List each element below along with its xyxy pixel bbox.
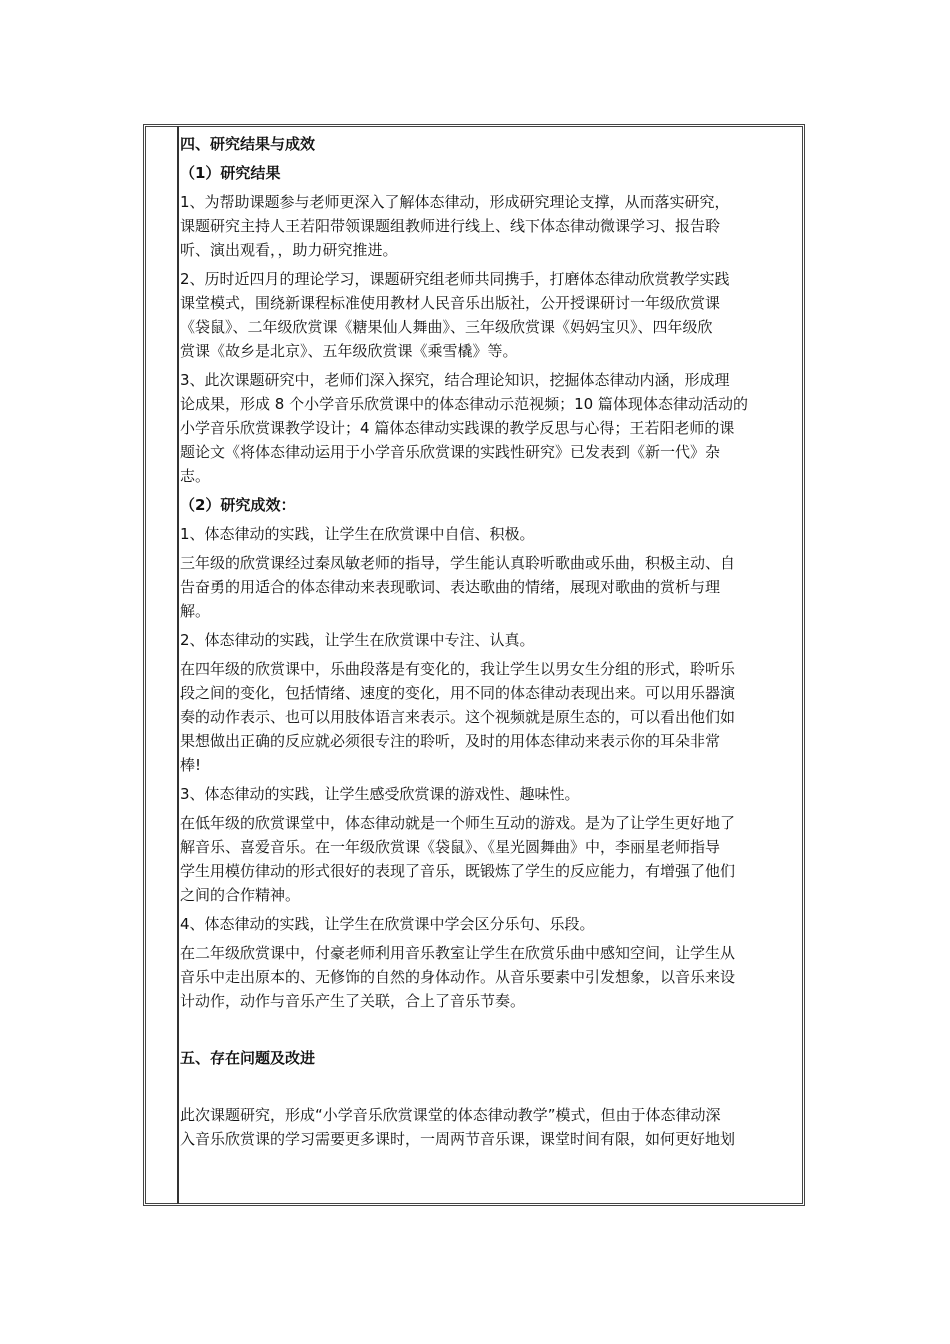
sub-heading-effects: （2）研究成效： <box>180 496 296 514</box>
paragraph-1: 1、为帮助课题参与老师更深入了解体态律动，形成研究理论支撑，从而落实研究， 课题研究主持人王若阳带领课题组教师进行线上、线下体态律动微课学习、报告聆 听、演出观看，，助力研究推进。 <box>180 193 730 259</box>
effect-2-text: 在四年级的欣赏课中，乐曲段落是有变化的，我让学生以男女生分组的形式，聆听乐 段之间的变化，包括情绪、速度的变化，用不同的体态律动表现出来。可以用乐器演 奏的动作表示、也可以用肢体语言来表示。这个视频就是原生态的，可以看出他们如 果想做出正确的反应就必须很专注的聆听，及时的用体态律动来表示你的耳朵非常 棒! <box>180 660 736 774</box>
section4-title: 四、研究结果与成效 <box>180 135 316 153</box>
effect-2-title: 2、体态律动的实践，让学生在欣赏课中专注、认真。 <box>180 631 535 649</box>
effect-4-text: 在二年级欣赏课中，付豪老师利用音乐教室让学生在欣赏乐曲中感知空间，让学生从 音乐中走出原本的、无修饰的自然的身体动作。从音乐要素中引发想象，以音乐来设 计动作，动作与音乐产生了关联，合上了音乐节奏。 <box>180 944 736 1010</box>
effect-1-title: 1、体态律动的实践，让学生在欣赏课中自信、积极。 <box>180 525 535 543</box>
effect-3-title: 3、体态律动的实践，让学生感受欣赏课的游戏性、趣味性。 <box>180 785 580 803</box>
paragraph-2: 2、历时近四月的理论学习，课题研究组老师共同携手，打磨体态律动欣赏教学实践 课堂模式，围绕新课程标准使用教材人民音乐出版社，公开授课研讨一年级欣赏课 《袋鼠》、二年级欣赏课《糖果仙人舞曲》、三年级欣赏课《妈妈宝贝》、四年级欣 赏课《故乡是北京》、五年级欣赏课《乘雪橇》等。 <box>180 270 730 360</box>
effect-4-title: 4、体态律动的实践，让学生在欣赏课中学会区分乐句、乐段。 <box>180 915 595 933</box>
section5-title: 五、存在问题及改进 <box>180 1049 316 1067</box>
effect-3-text: 在低年级的欣赏课堂中，体态律动就是一个师生互动的游戏。是为了让学生更好地了 解音乐、喜爱音乐。在一年级欣赏课《袋鼠》、《星光圆舞曲》中，李丽星老师指导 学生用模仿律动的形式很好的表现了音乐，既锻炼了学生的反应能力，有增强了他们 之间的合作精神。 <box>180 814 736 904</box>
content-cell <box>180 132 806 1202</box>
section5-text: 此次课题研究，形成“小学音乐欣赏课堂的体态律动教学”模式，但由于体态律动深 入音乐欣赏课的学习需要更多课时，一周两节音乐课，课堂时间有限，如何更好地划 <box>180 1106 736 1148</box>
effect-1-text: 三年级的欣赏课经过秦凤敏老师的指导，学生能认真聆听歌曲或乐曲，积极主动、自 告奋勇的用适合的体态律动来表现歌词、表达歌曲的情绪，展现对歌曲的赏析与理 解。 <box>180 554 736 620</box>
sub-heading-results: （1）研究结果 <box>180 164 281 182</box>
column-divider <box>177 126 179 1204</box>
paragraph-3: 3、此次课题研究中，老师们深入探究，结合理论知识，挖掘体态律动内涵，形成理 论成果，形成 8 个小学音乐欣赏课中的体态律动示范视频；10 篇体现体态律动活动的 小学音乐欣赏课教学设计；4 篇体态律动实践课的教学反思与心得；王若阳老师的课 题论文《将体态律动运用于小学音乐欣赏课的实践性研究》已发表到《新一代》杂 志。 <box>180 371 748 485</box>
